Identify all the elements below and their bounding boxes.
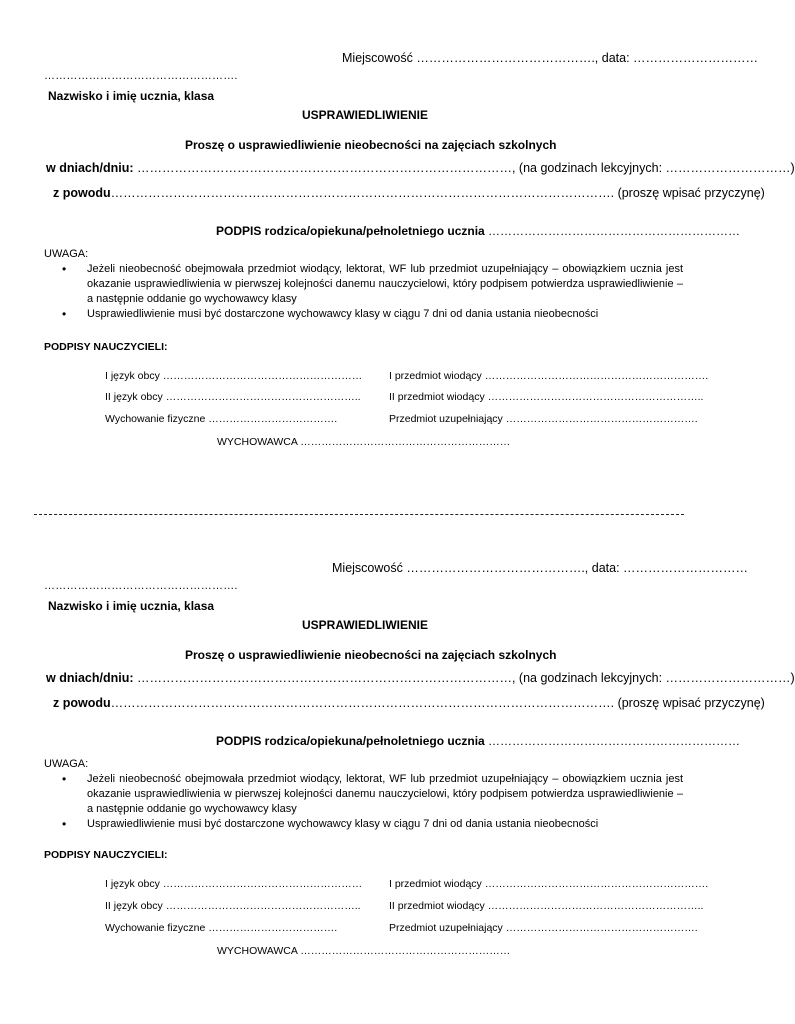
parent-signature-line[interactable] <box>216 224 740 238</box>
place-date-line[interactable]: Miejscowość ……………………………………., data: ………………………… <box>332 561 749 575</box>
reason-field[interactable]: …………………………………………………………………………………………………………. (proszę wpisać przyczynę) <box>110 696 765 710</box>
bullet-icon: • <box>62 307 67 321</box>
bullet-icon: • <box>62 817 67 831</box>
notes-list <box>58 772 683 832</box>
homeroom-teacher-field[interactable]: WYCHOWAWCA …………………………………………………… <box>217 436 511 448</box>
teachers-signatures-label: PODPISY NAUCZYCIELI: <box>44 849 168 861</box>
list-item: • Jeżeli nieobecność obejmowała przedmiot wiodący, lektorat, WF lub przedmiot uzupełniający – obowiązkiem ucznia jest okazanie usprawiedliwienia w pierwszej kolejności danemu nauczycielowi, który podpisem potwierdza usprawiedliwienie – a następnie oddanie go wychowawcy klasy <box>62 772 683 815</box>
days-field[interactable]: ………………………………………………………………………………, (na godzinach lekcyjnych: …………………………) <box>133 671 795 685</box>
reason-line[interactable] <box>53 186 765 200</box>
parent-signature-label: PODPIS rodzica/opiekuna/pełnoletniego ucznia <box>216 224 485 238</box>
form-title: USPRAWIEDLIWIENIE <box>302 108 429 122</box>
days-field[interactable]: ………………………………………………………………………………, (na godzinach lekcyjnych: …………………………) <box>133 161 795 175</box>
parent-signature-line[interactable] <box>216 734 740 748</box>
teacher-sign-field[interactable]: Przedmiot uzupełniający ………………………………………………. <box>389 922 698 934</box>
teacher-sign-field[interactable]: I język obcy ………………………………………………… <box>105 878 363 890</box>
days-label: w dniach/dniu: <box>46 671 134 685</box>
teacher-sign-field[interactable]: I język obcy ………………………………………………… <box>105 370 363 382</box>
bullet-icon: • <box>62 262 67 276</box>
place-date-line[interactable]: Miejscowość ……………………………………., data: ………………………… <box>342 51 759 65</box>
request-text: Proszę o usprawiedliwienie nieobecności na zajęciach szkolnych <box>185 648 557 662</box>
student-name-label: Nazwisko i imię ucznia, klasa <box>48 89 215 103</box>
student-name-label: Nazwisko i imię ucznia, klasa <box>48 599 215 613</box>
student-name-field[interactable]: ……………………………………………. <box>44 580 238 592</box>
teacher-sign-field[interactable]: II język obcy ……………………………………………….. <box>105 900 361 912</box>
days-label: w dniach/dniu: <box>46 161 134 175</box>
form-title: USPRAWIEDLIWIENIE <box>302 618 429 632</box>
homeroom-teacher-field[interactable]: WYCHOWAWCA …………………………………………………… <box>217 945 511 957</box>
note-title: UWAGA: <box>44 758 89 770</box>
parent-signature-label: PODPIS rodzica/opiekuna/pełnoletniego ucznia <box>216 734 485 748</box>
teacher-sign-field[interactable]: Wychowanie fizyczne ………………………………. <box>105 413 338 425</box>
teachers-signatures-label: PODPISY NAUCZYCIELI: <box>44 341 168 353</box>
parent-signature-field[interactable]: ……………………………………………………… <box>484 734 741 748</box>
teacher-sign-field[interactable]: I przedmiot wiodący ………………………………………………………. <box>389 370 709 382</box>
teacher-sign-field[interactable]: II język obcy ……………………………………………….. <box>105 391 361 403</box>
teacher-sign-field[interactable]: Wychowanie fizyczne ………………………………. <box>105 922 338 934</box>
teacher-sign-field[interactable]: II przedmiot wiodący …………………………………………………….. <box>389 391 704 403</box>
days-line[interactable] <box>46 671 795 685</box>
teacher-sign-field[interactable]: I przedmiot wiodący ………………………………………………………. <box>389 878 709 890</box>
reason-label: z powodu <box>53 186 111 200</box>
reason-line[interactable] <box>53 696 765 710</box>
teacher-sign-field[interactable]: Przedmiot uzupełniający ………………………………………………. <box>389 413 698 425</box>
list-item: • Usprawiedliwienie musi być dostarczone wychowawcy klasy w ciągu 7 dni od dania ustania nieobecności <box>62 817 599 831</box>
days-line[interactable] <box>46 161 795 175</box>
reason-label: z powodu <box>53 696 111 710</box>
notes-list <box>58 262 683 322</box>
note-title: UWAGA: <box>44 248 89 260</box>
form-copy-top <box>0 0 795 500</box>
list-item: • Usprawiedliwienie musi być dostarczone wychowawcy klasy w ciągu 7 dni od dania ustania nieobecności <box>62 307 599 321</box>
teacher-sign-field[interactable]: II przedmiot wiodący …………………………………………………….. <box>389 900 704 912</box>
bullet-icon: • <box>62 772 67 786</box>
reason-field[interactable]: …………………………………………………………………………………………………………. (proszę wpisać przyczynę) <box>110 186 765 200</box>
list-item: • Jeżeli nieobecność obejmowała przedmiot wiodący, lektorat, WF lub przedmiot uzupełniający – obowiązkiem ucznia jest okazanie usprawiedliwienia w pierwszej kolejności danemu nauczycielowi, który podpisem potwierdza usprawiedliwienie – a następnie oddanie go wychowawcy klasy <box>62 262 683 305</box>
student-name-field[interactable]: ……………………………………………. <box>44 70 238 82</box>
form-copy-bottom <box>0 510 795 1010</box>
request-text: Proszę o usprawiedliwienie nieobecności na zajęciach szkolnych <box>185 138 557 152</box>
parent-signature-field[interactable]: ……………………………………………………… <box>484 224 741 238</box>
